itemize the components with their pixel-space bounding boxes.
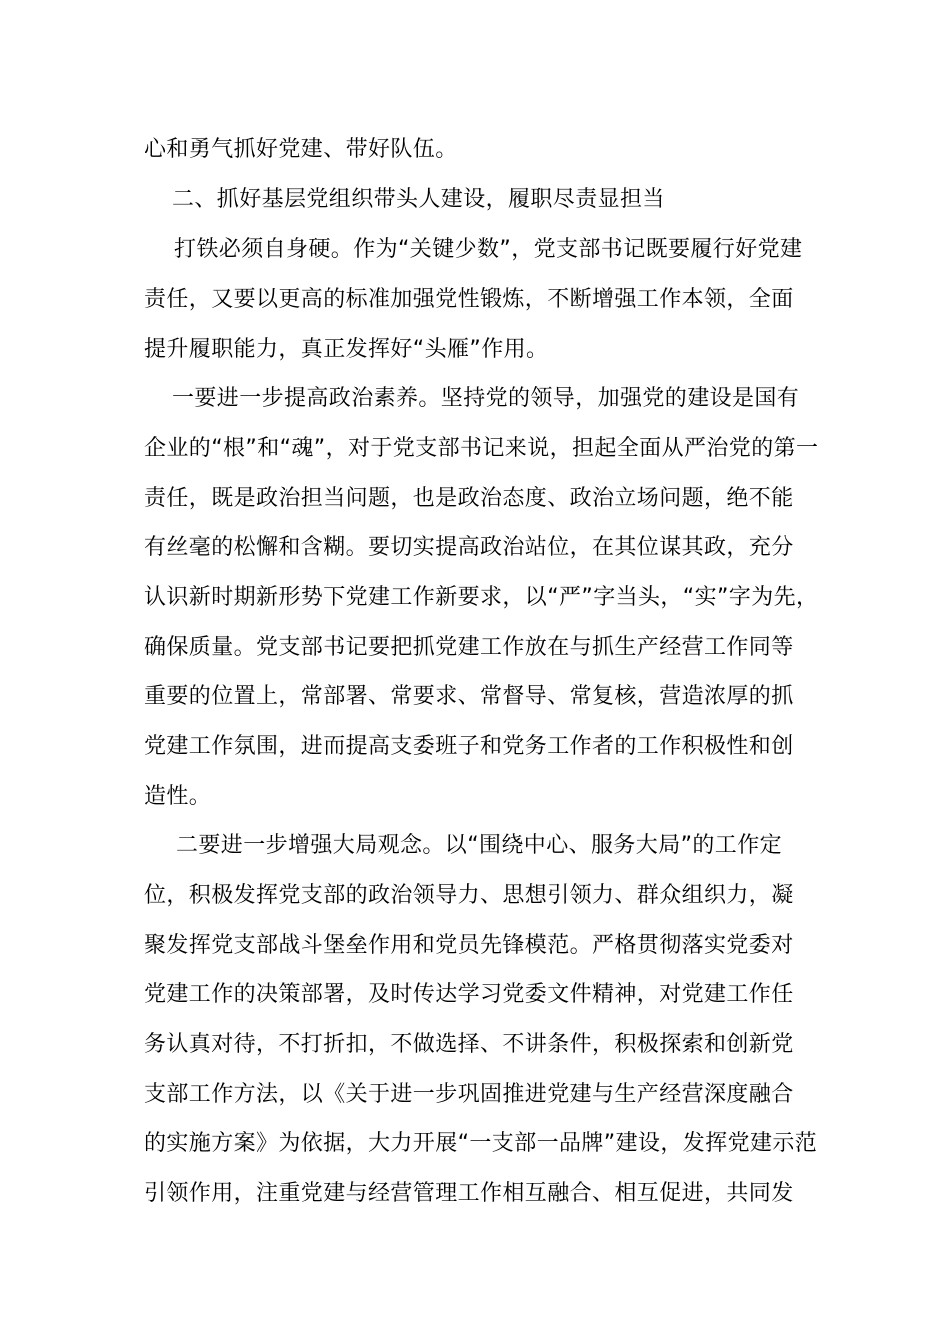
text-line: 提升履职能力，真正发挥好“头雁”作用。 [144, 337, 549, 362]
text-line: 聚发挥党支部战斗堡垒作用和党员先锋模范。严格贯彻落实党委对 [144, 933, 794, 958]
text-line: 的实施方案》为依据，大力开展“一支部一品牌”建设，发挥党建示范 [144, 1131, 818, 1156]
text-line: 责任，又要以更高的标准加强党性锻炼，不断增强工作本领，全面 [144, 287, 794, 312]
text-line: 党建工作的决策部署，及时传达学习党委文件精神，对党建工作任 [144, 982, 794, 1007]
text-line: 打铁必须自身硬。作为“关键少数”，党支部书记既要履行好党建 [174, 237, 803, 262]
text-line: 引领作用，注重党建与经营管理工作相互融合、相互促进，共同发 [144, 1181, 794, 1206]
text-line: 务认真对待，不打折扣，不做选择、不讲条件，积极探索和创新党 [144, 1032, 794, 1057]
section-heading: 二、抓好基层党组织带头人建设，履职尽责显担当 [172, 187, 665, 212]
text-line: 有丝毫的松懈和含糊。要切实提高政治站位，在其位谋其政，充分 [144, 535, 794, 560]
text-line: 认识新时期新形势下党建工作新要求，以“严”字当头，“实”字为先， [144, 585, 819, 610]
text-line: 二要进一步增强大局观念。以“围绕中心、服务大局”的工作定 [176, 833, 782, 858]
text-line: 心和勇气抓好党建、带好队伍。 [144, 137, 458, 162]
text-line: 确保质量。党支部书记要把抓党建工作放在与抓生产经营工作同等 [144, 635, 794, 660]
text-line: 造性。 [144, 784, 212, 809]
text-line: 支部工作方法，以《关于进一步巩固推进党建与生产经营深度融合 [144, 1082, 794, 1107]
text-line: 党建工作氛围，进而提高支委班子和党务工作者的工作积极性和创 [144, 734, 794, 759]
text-line: 企业的“根”和“魂”，对于党支部书记来说，担起全面从严治党的第一 [144, 436, 819, 461]
text-line: 一要进一步提高政治素养。坚持党的领导，加强党的建设是国有 [172, 386, 800, 411]
text-line: 位，积极发挥党支部的政治领导力、思想引领力、群众组织力，凝 [144, 883, 794, 908]
text-line: 重要的位置上，常部署、常要求、常督导、常复核，营造浓厚的抓 [144, 684, 794, 709]
text-line: 责任，既是政治担当问题，也是政治态度、政治立场问题，绝不能 [144, 486, 794, 511]
